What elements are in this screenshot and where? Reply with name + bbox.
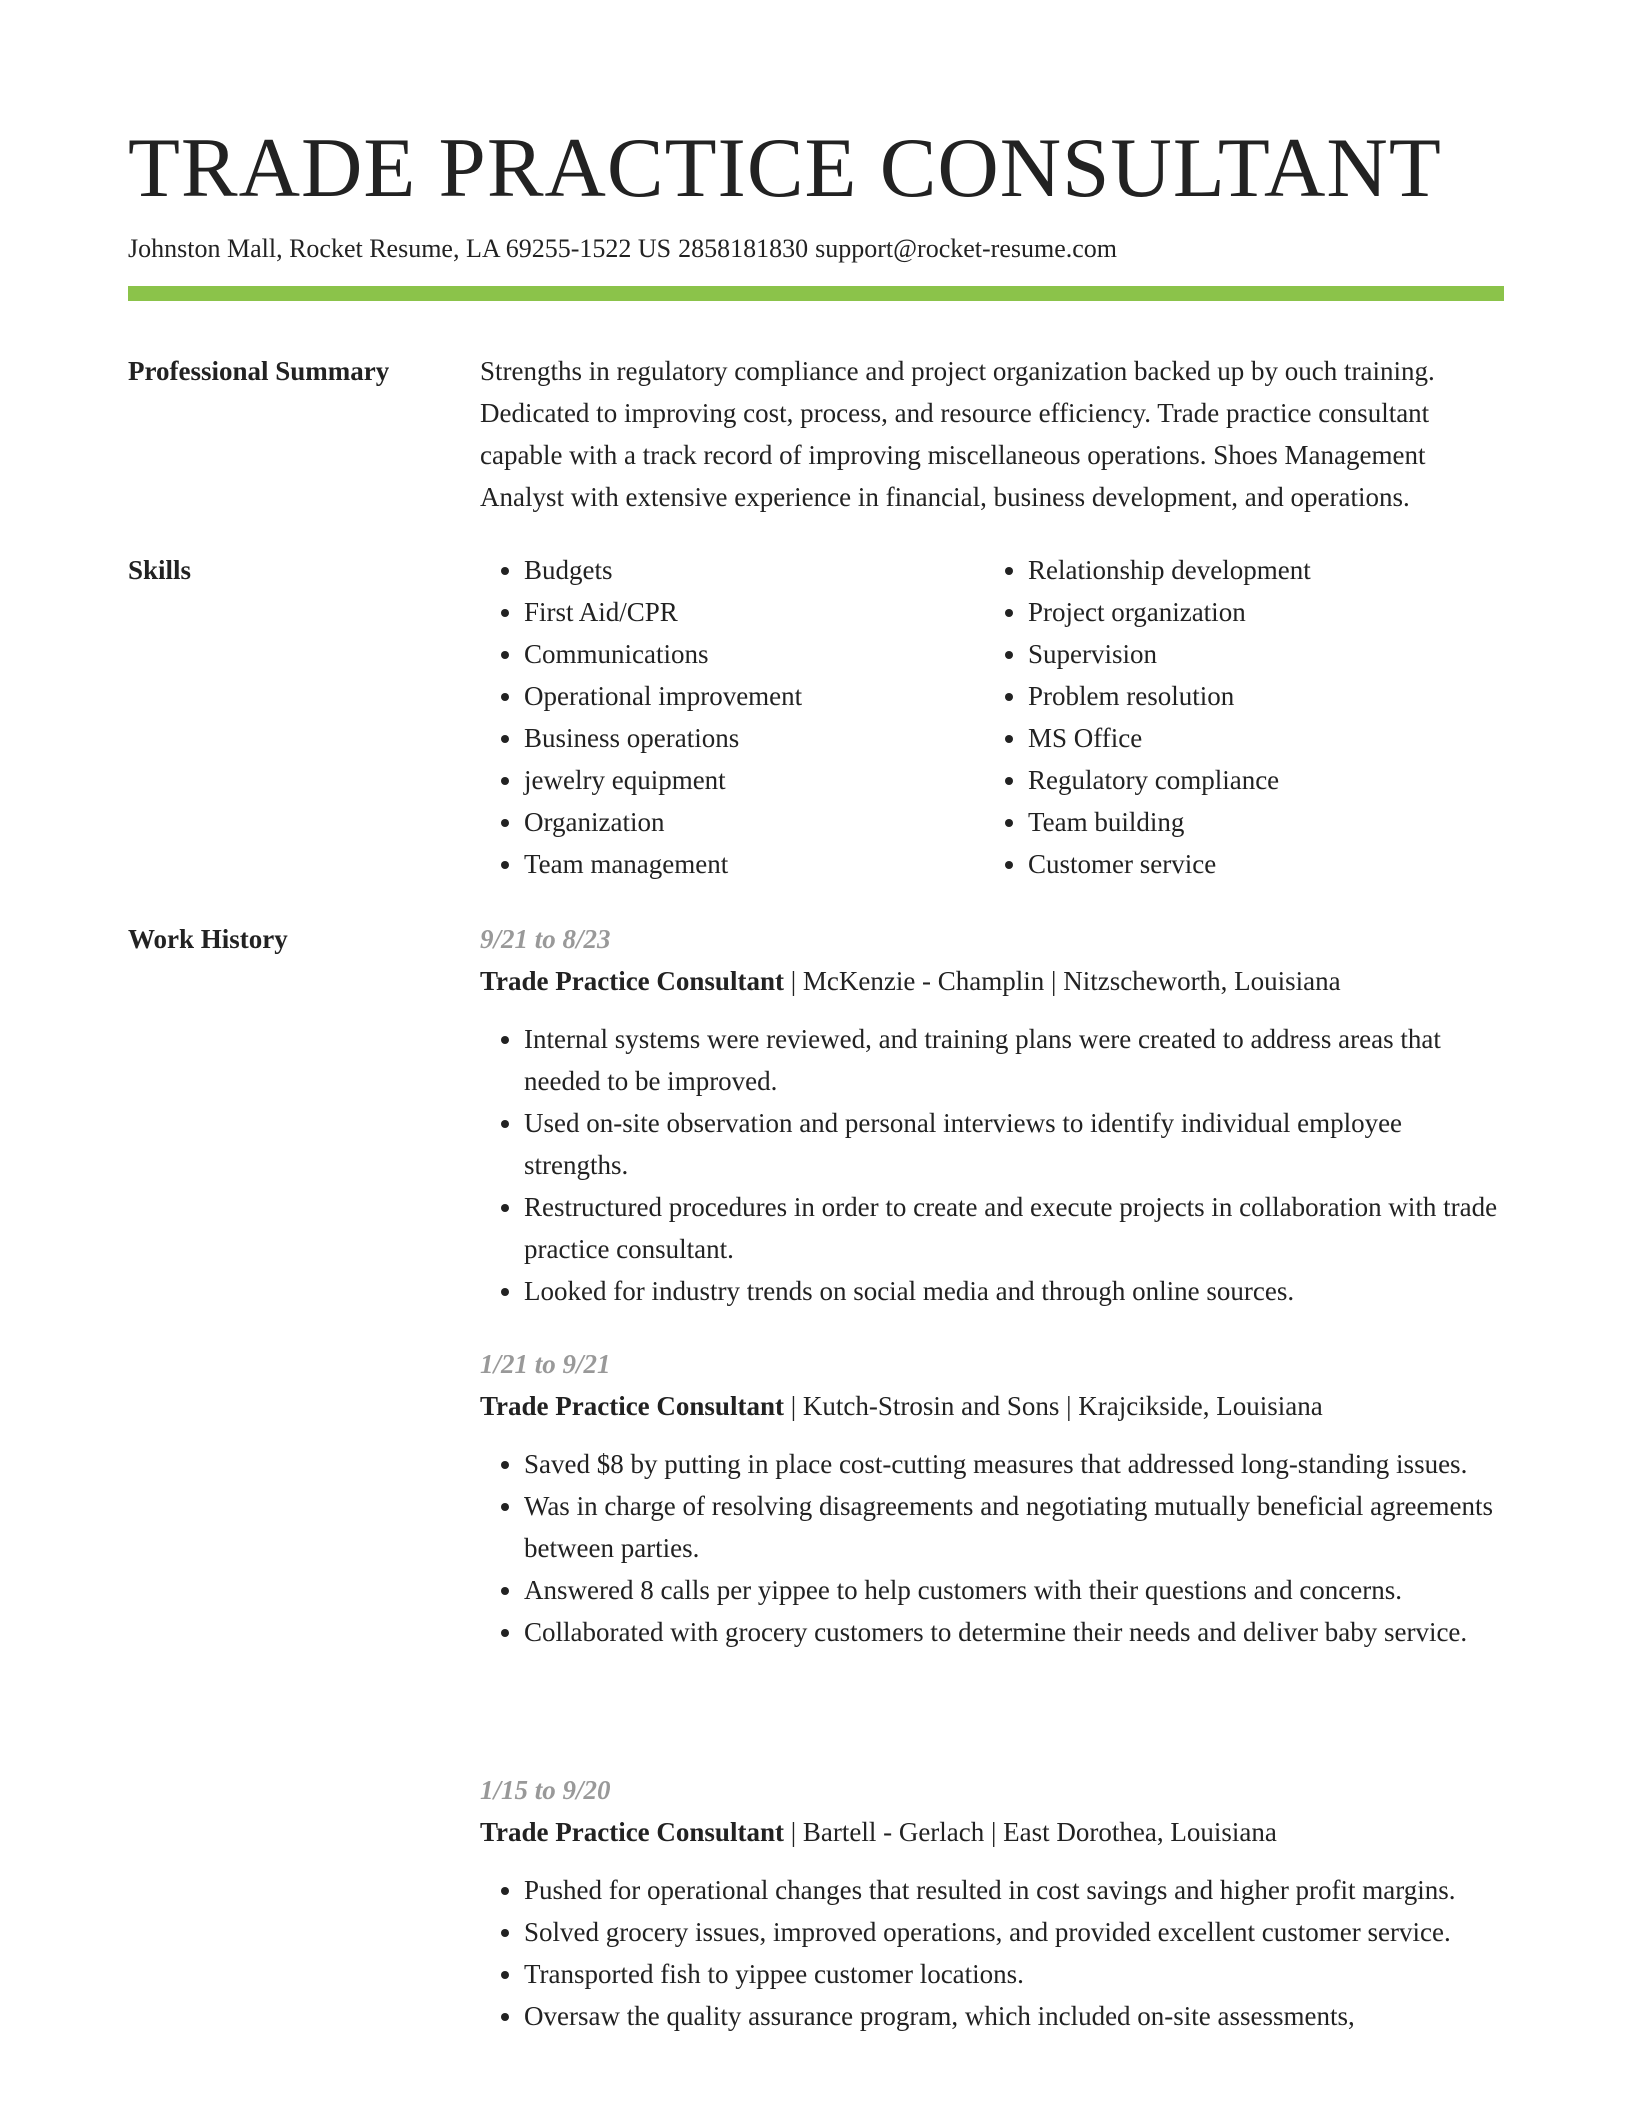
job-separator: |	[790, 1817, 797, 1847]
header-divider	[128, 286, 1504, 301]
job-company: Kutch-Strosin and Sons	[802, 1391, 1060, 1421]
job-title-line	[480, 1811, 1504, 1853]
job-entry	[480, 1769, 1504, 2037]
job-company: Bartell - Gerlach	[802, 1817, 985, 1847]
job-bullet: • Answered 8 calls per yippee to help customers with their questions and concerns.	[524, 1569, 1504, 1611]
job-separator: |	[1051, 966, 1057, 996]
job-entry	[480, 1343, 1504, 1653]
skills-column-2	[984, 549, 1484, 885]
job-location: Krajcikside, Louisiana	[1078, 1391, 1323, 1421]
skills-list-2	[984, 549, 1484, 885]
work-history-label: Work History	[128, 924, 288, 954]
skill-item: • Operational improvement	[524, 675, 980, 717]
skill-item: • Project organization	[1028, 591, 1484, 633]
job-dates: 1/21 to 9/21	[480, 1349, 611, 1379]
summary-text: Strengths in regulatory compliance and project organization backed up by ouch training. Dedicated to improving cost, process, and resource efficiency. Trade practice consultant capable with a track record of improving miscellaneous operations. Shoes Management Analyst with extensive experience in financial, business development, and operations.	[480, 356, 1435, 512]
contact-phone: 2858181830	[678, 234, 809, 263]
job-separator: |	[991, 1817, 997, 1847]
skills-label: Skills	[128, 555, 192, 585]
job-entry	[480, 918, 1504, 1312]
skill-item: • Supervision	[1028, 633, 1484, 675]
skill-item: • First Aid/CPR	[524, 591, 980, 633]
job-separator: |	[790, 1391, 797, 1421]
skill-item: • Team building	[1028, 801, 1484, 843]
job-bullet: • Internal systems were reviewed, and training plans were created to address areas that needed to be improved.	[524, 1018, 1504, 1102]
contact-email: support@rocket-resume.com	[815, 234, 1118, 263]
job-bullets	[480, 1869, 1504, 2037]
skill-item: • MS Office	[1028, 717, 1484, 759]
skill-item: • Communications	[524, 633, 980, 675]
job-bullets	[480, 1018, 1504, 1312]
resume-name-heading: TRADE PRACTICE CONSULTANT	[128, 121, 1442, 215]
skill-item: • Customer service	[1028, 843, 1484, 885]
job-title-line	[480, 1385, 1504, 1427]
job-location: East Dorothea, Louisiana	[1003, 1817, 1277, 1847]
summary-body	[480, 350, 1504, 518]
skill-item: • Regulatory compliance	[1028, 759, 1484, 801]
job-separator: |	[790, 966, 797, 996]
job-bullet: • Looked for industry trends on social media and through online sources.	[524, 1270, 1504, 1312]
job-bullet: • Restructured procedures in order to create and execute projects in collaboration with trade practice consultant.	[524, 1186, 1504, 1270]
job-bullet: • Was in charge of resolving disagreements and negotiating mutually beneficial agreements between parties.	[524, 1485, 1504, 1569]
job-company: McKenzie - Champlin	[802, 966, 1045, 996]
skills-list-1	[480, 549, 980, 885]
job-title-line	[480, 960, 1504, 1002]
contact-line	[128, 232, 1117, 266]
job-bullets	[480, 1443, 1504, 1653]
job-bullet: • Used on-site observation and personal interviews to identify individual employee strengths.	[524, 1102, 1504, 1186]
skill-item: • Business operations	[524, 717, 980, 759]
job-title: Trade Practice Consultant	[480, 1391, 784, 1421]
skill-item: • Problem resolution	[1028, 675, 1484, 717]
job-title: Trade Practice Consultant	[480, 1817, 784, 1847]
job-bullet: • Pushed for operational changes that resulted in cost savings and higher profit margins.	[524, 1869, 1504, 1911]
job-bullet: • Oversaw the quality assurance program, which included on-site assessments,	[524, 1995, 1504, 2037]
contact-address: Johnston Mall, Rocket Resume, LA 69255-1522 US	[128, 234, 672, 263]
job-title: Trade Practice Consultant	[480, 966, 784, 996]
job-bullet: • Saved $8 by putting in place cost-cutting measures that addressed long-standing issues.	[524, 1443, 1504, 1485]
skill-item: • jewelry equipment	[524, 759, 980, 801]
skill-item: • Team management	[524, 843, 980, 885]
job-bullet: • Transported fish to yippee customer locations.	[524, 1953, 1504, 1995]
skill-item: • Budgets	[524, 549, 980, 591]
job-dates: 9/21 to 8/23	[480, 924, 611, 954]
skill-item: • Organization	[524, 801, 980, 843]
job-dates: 1/15 to 9/20	[480, 1775, 611, 1805]
summary-label: Professional Summary	[128, 356, 390, 386]
job-location: Nitzscheworth, Louisiana	[1063, 966, 1341, 996]
job-bullet: • Collaborated with grocery customers to determine their needs and deliver baby service.	[524, 1611, 1504, 1653]
job-separator: |	[1066, 1391, 1072, 1421]
job-bullet: • Solved grocery issues, improved operations, and provided excellent customer service.	[524, 1911, 1504, 1953]
skill-item: • Relationship development	[1028, 549, 1484, 591]
skills-column-1	[480, 549, 980, 885]
